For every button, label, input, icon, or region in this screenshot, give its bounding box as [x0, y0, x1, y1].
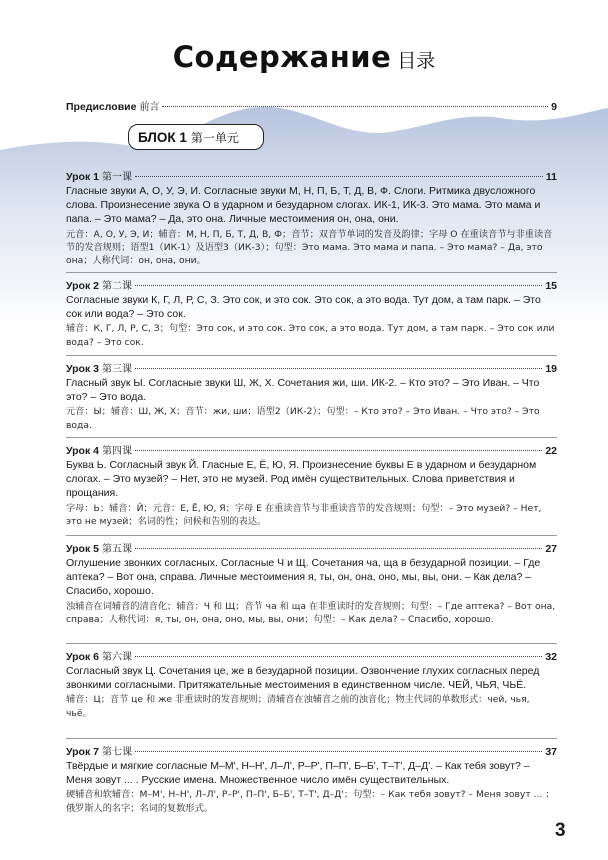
- lesson-description-ru: Согласные звуки К, Г, Л, Р, С, З. Это сок, и это сок. Это сок, а это вода. Тут дом, а там парк. – Это сок или вода? – Это сок.: [66, 294, 541, 321]
- lesson-label-cn: 第四课: [101, 446, 132, 457]
- lesson-header: [66, 743, 557, 758]
- lesson-description-cn: 字母：Ь；辅音：Й；元音：Е, Ё, Ю, Я；字母 Е 在重读音节与非重读音节的发音规则；句型：– Это музей? – Нет, это не музей；名词的性；问候和告别的表达。: [66, 502, 542, 527]
- lesson-label: Урок 2: [66, 280, 99, 292]
- section-divider: [66, 272, 557, 273]
- lesson-header: [66, 277, 557, 292]
- dot-leader: [135, 548, 542, 549]
- lesson-entry-6[interactable]: [66, 648, 557, 720]
- section-divider: [66, 355, 557, 356]
- lesson-description-ru: Гласные звуки А, О, У, Э, И. Согласные звуки М, Н, П, Б, Т, Д, В, Ф. Слоги. Ритмика двусложного слова. Произнесение звука О в ударном и безударном слогах. ИК-1, ИК-3. Это мама. Это мама и папа. – Это мама? – Да, это она. Личные местоимения он, она, они.: [66, 185, 541, 226]
- dot-leader: [135, 176, 543, 177]
- dot-leader: [135, 450, 542, 451]
- lesson-page: 32: [545, 651, 557, 663]
- block-1-heading: [128, 124, 264, 150]
- lesson-label: Урок 7: [66, 746, 99, 758]
- lesson-page: 15: [545, 280, 557, 292]
- lesson-label-cn: 第三课: [101, 364, 132, 375]
- section-divider: [66, 738, 557, 739]
- preface-entry[interactable]: [66, 98, 557, 113]
- lesson-page: 37: [545, 746, 557, 758]
- lesson-description-cn: 辅音：К, Г, Л, Р, С, З；句型：Это сок, и это сок. Это сок, а это вода. Тут дом, а там парк. – Это сок или вода? – Это сок.: [66, 323, 555, 348]
- lesson-description-cn: 元音：Ы；辅音：Ш, Ж, Х；音节：жи, ши；语型2（ИК-2）；句型：– Кто это? – Это Иван. – Что это? – Это вода.: [66, 406, 540, 431]
- lesson-description-ru: Оглушение звонких согласных. Согласные Ч и Щ. Сочетания ча, ща в безударной позиции. – Где аптека? – Вот она, справа. Личные местоимения я, ты, он, она, оно, мы, вы, они. – Как дела? – Спасибо, хорошо.: [66, 557, 541, 598]
- page-title: [0, 40, 608, 74]
- dot-leader: [135, 751, 542, 752]
- lesson-label-cn: 第七课: [101, 747, 132, 758]
- lesson-entry-1[interactable]: [66, 168, 557, 267]
- preface-label-cn: 前言: [139, 102, 160, 113]
- dot-leader: [135, 285, 542, 286]
- dot-leader: [135, 368, 542, 369]
- lesson-entry-3[interactable]: [66, 360, 557, 432]
- lesson-description-ru: Согласный звук Ц. Сочетания це, же в безударной позиции. Озвончение глухих согласных перед звонкими согласными. Притяжательные местоимения в единственном числе. ЧЕЙ, ЧЬЯ, ЧЬЁ.: [66, 665, 540, 692]
- lesson-description-cn: 浊辅音在词辅音的清音化；辅音：Ч 和 Щ；音节 ча 和 ща 在非重读时的发音规则；句型：– Где аптека? – Вот она, справа；人称代词：я, ты, он, она, оно, мы, вы, они；句型：– Как дела? – Спасибо, хорошо.: [66, 600, 556, 625]
- lesson-label-cn: 第六课: [101, 652, 132, 663]
- preface-label: Предисловие: [66, 101, 137, 113]
- lesson-description-ru: Гласный звук Ы. Согласные звуки Ш, Ж, Х. Сочетания жи, ши. ИК-2. – Кто это? – Это Иван. – Что это? – Это вода.: [66, 377, 540, 404]
- lesson-description-cn: 辅音：Ц；音节 це 和 же 非重读时的发音规则；清辅音在浊辅音之前的浊音化；物主代词的单数形式：чей, чья, чьё。: [66, 694, 530, 719]
- lesson-label-cn: 第二课: [101, 281, 132, 292]
- lesson-entry-5[interactable]: [66, 540, 557, 626]
- lesson-description-cn: 元音：А, О, У, Э, И；辅音：М, Н, П, Б, Т, Д, В, Ф；音节；双音节单词的发音及韵律；字母 О 在重读音节与非重读音节的发音规则；语型1（ИК-1）及语型3（ИК-3）；句型：Это мама. Это мама и папа. – Это мама? – Да, это она；人称代词：он, она, они。: [66, 228, 553, 267]
- lesson-header: [66, 648, 557, 663]
- lesson-label: Урок 5: [66, 543, 99, 555]
- block-title-chinese: 第一单元: [190, 130, 239, 145]
- section-divider: [66, 437, 557, 438]
- lesson-label: Урок 4: [66, 445, 99, 457]
- lesson-header: [66, 168, 557, 183]
- title-chinese: 目录: [397, 50, 436, 72]
- page-number: 3: [555, 820, 566, 841]
- lesson-page: 19: [545, 363, 557, 375]
- lesson-entry-2[interactable]: [66, 277, 557, 349]
- title-russian: Содержание: [172, 40, 392, 74]
- lesson-page: 27: [545, 543, 557, 555]
- lesson-description-ru: Твёрдые и мягкие согласные М–М', Н–Н', Л–Л', Р–Р', П–П', Б–Б', Т–Т', Д–Д'. – Как тебя зовут? – Меня зовут ... . Русские имена. Множественное число имён существительных.: [66, 760, 530, 787]
- lesson-header: [66, 360, 557, 375]
- lesson-label: Урок 1: [66, 171, 99, 183]
- lesson-entry-4[interactable]: [66, 442, 557, 528]
- lesson-page: 11: [545, 171, 557, 183]
- lesson-header: [66, 540, 557, 555]
- lesson-label: Урок 6: [66, 651, 99, 663]
- dot-leader: [162, 106, 548, 107]
- preface-page: 9: [551, 101, 557, 113]
- section-divider: [66, 535, 557, 536]
- block-title-russian: БЛОК 1: [138, 129, 187, 145]
- lesson-header: [66, 442, 557, 457]
- lesson-label-cn: 第五课: [101, 544, 132, 555]
- lesson-description-ru: Буква Ь. Согласный звук Й. Гласные Е, Ё, Ю, Я. Произнесение буквы Е в ударном и безударном слогах. – Это музей? – Нет, это не музей. Род имён существительных. Слова приветствия и прощания.: [66, 459, 537, 500]
- lesson-entry-7[interactable]: [66, 743, 557, 815]
- lesson-page: 22: [545, 445, 557, 457]
- section-divider: [66, 643, 557, 644]
- lesson-label: Урок 3: [66, 363, 99, 375]
- lesson-label-cn: 第一课: [101, 172, 132, 183]
- dot-leader: [135, 656, 542, 657]
- lesson-description-cn: 硬辅音和软辅音：М–М', Н–Н', Л–Л', Р–Р', П–П', Б–Б', Т–Т', Д–Д'；句型：– Как тебя зовут? – Меня зовут ... ；俄罗斯人的名字；名词的复数形式。: [66, 789, 555, 814]
